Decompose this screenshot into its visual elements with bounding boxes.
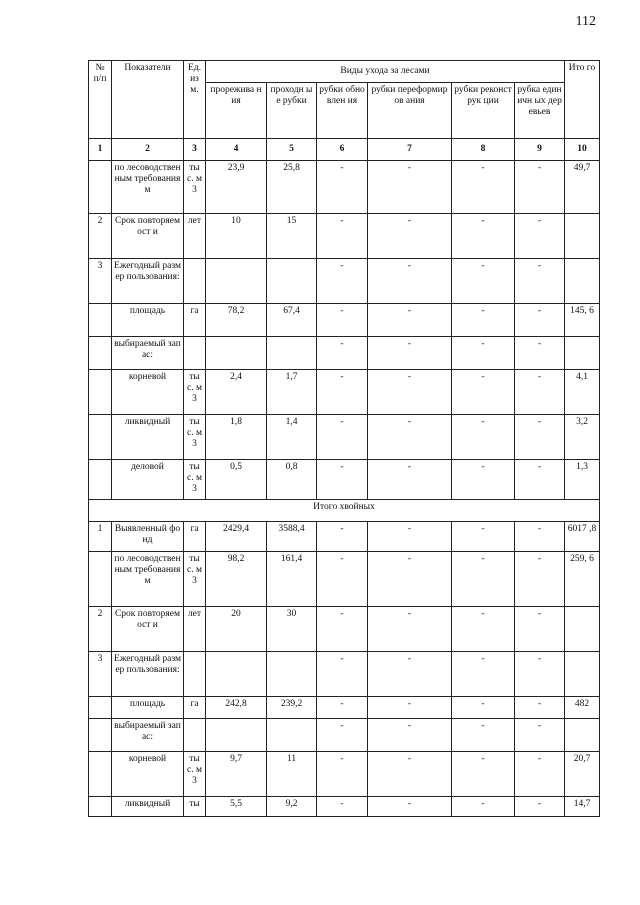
row-value: - bbox=[317, 370, 368, 415]
row-value: 5,5 bbox=[206, 797, 267, 817]
row-unit: ты с. м3 bbox=[184, 370, 206, 415]
table-row bbox=[89, 259, 600, 304]
row-value: 9,2 bbox=[267, 797, 317, 817]
row-value: - bbox=[452, 552, 515, 607]
header-num: № п/п bbox=[89, 61, 112, 139]
row-value: - bbox=[317, 552, 368, 607]
page-number: 112 bbox=[575, 14, 596, 29]
row-value: - bbox=[317, 460, 368, 500]
row-total bbox=[565, 337, 600, 370]
row-value: - bbox=[452, 259, 515, 304]
row-value: - bbox=[515, 522, 565, 552]
column-number: 3 bbox=[184, 139, 206, 161]
column-number: 8 bbox=[452, 139, 515, 161]
row-number bbox=[89, 752, 112, 797]
row-value bbox=[267, 719, 317, 752]
row-value: - bbox=[515, 652, 565, 697]
row-unit bbox=[184, 259, 206, 304]
row-value: - bbox=[452, 522, 515, 552]
row-value: 161,4 bbox=[267, 552, 317, 607]
row-value: - bbox=[368, 652, 452, 697]
table-row bbox=[89, 214, 600, 259]
row-indicator: площадь bbox=[112, 304, 184, 337]
row-total bbox=[565, 259, 600, 304]
row-indicator: Выявленный фонд bbox=[112, 522, 184, 552]
row-value: - bbox=[317, 797, 368, 817]
row-total: 1,3 bbox=[565, 460, 600, 500]
row-value: - bbox=[515, 161, 565, 214]
row-value: - bbox=[452, 370, 515, 415]
row-value: 9,7 bbox=[206, 752, 267, 797]
row-value: - bbox=[368, 304, 452, 337]
row-value: - bbox=[515, 460, 565, 500]
row-value: - bbox=[368, 522, 452, 552]
table-row bbox=[89, 719, 600, 752]
row-total: 482 bbox=[565, 697, 600, 719]
table-row bbox=[89, 552, 600, 607]
row-number bbox=[89, 697, 112, 719]
header-type-reconstruction: рубки реконструк ции bbox=[452, 83, 515, 139]
row-value: - bbox=[317, 719, 368, 752]
row-value: 0,5 bbox=[206, 460, 267, 500]
row-value: 2429,4 bbox=[206, 522, 267, 552]
row-total: 6017 ,8 bbox=[565, 522, 600, 552]
row-value: 2,4 bbox=[206, 370, 267, 415]
table-row bbox=[89, 652, 600, 697]
column-number: 2 bbox=[112, 139, 184, 161]
row-indicator: по лесоводствен ным требованиям bbox=[112, 552, 184, 607]
column-number-row bbox=[89, 139, 600, 161]
header-type-thinning: прорежива ния bbox=[206, 83, 267, 139]
row-value: 1,4 bbox=[267, 415, 317, 460]
row-total bbox=[565, 607, 600, 652]
column-number: 6 bbox=[317, 139, 368, 161]
header-care-types: Виды ухода за лесами bbox=[206, 61, 565, 83]
row-number bbox=[89, 161, 112, 214]
row-value: - bbox=[515, 552, 565, 607]
row-value: - bbox=[515, 719, 565, 752]
row-value: - bbox=[452, 161, 515, 214]
row-value bbox=[267, 259, 317, 304]
row-value: - bbox=[368, 552, 452, 607]
row-value: - bbox=[515, 214, 565, 259]
row-value: - bbox=[452, 652, 515, 697]
row-unit: ты с. м3 bbox=[184, 552, 206, 607]
row-unit: га bbox=[184, 304, 206, 337]
table-row bbox=[89, 415, 600, 460]
row-value: - bbox=[368, 415, 452, 460]
row-value: 3588,4 bbox=[267, 522, 317, 552]
row-value: - bbox=[368, 259, 452, 304]
row-value: - bbox=[368, 337, 452, 370]
row-unit: ты bbox=[184, 797, 206, 817]
table-row bbox=[89, 337, 600, 370]
row-value: 1,8 bbox=[206, 415, 267, 460]
row-value: 98,2 bbox=[206, 552, 267, 607]
row-indicator: Срок повторяемост и bbox=[112, 607, 184, 652]
row-value: - bbox=[452, 304, 515, 337]
row-unit bbox=[184, 652, 206, 697]
row-value: - bbox=[515, 370, 565, 415]
row-indicator: по лесоводствен ным требованиям bbox=[112, 161, 184, 214]
row-unit: га bbox=[184, 522, 206, 552]
row-value: - bbox=[368, 460, 452, 500]
row-total: 145, 6 bbox=[565, 304, 600, 337]
row-number: 1 bbox=[89, 522, 112, 552]
row-unit: га bbox=[184, 697, 206, 719]
row-value: - bbox=[515, 415, 565, 460]
row-value: - bbox=[317, 161, 368, 214]
row-number bbox=[89, 337, 112, 370]
header-total: Ито го bbox=[565, 61, 600, 139]
row-value: - bbox=[452, 415, 515, 460]
row-total bbox=[565, 214, 600, 259]
row-value: - bbox=[368, 697, 452, 719]
row-value: - bbox=[452, 752, 515, 797]
row-value bbox=[267, 652, 317, 697]
row-value: - bbox=[368, 370, 452, 415]
row-value: - bbox=[368, 161, 452, 214]
row-value: 239,2 bbox=[267, 697, 317, 719]
row-unit: лет bbox=[184, 214, 206, 259]
column-number: 4 bbox=[206, 139, 267, 161]
row-value: 78,2 bbox=[206, 304, 267, 337]
column-number: 10 bbox=[565, 139, 600, 161]
row-value: - bbox=[515, 259, 565, 304]
column-number: 7 bbox=[368, 139, 452, 161]
row-value: 0,8 bbox=[267, 460, 317, 500]
row-total: 20,7 bbox=[565, 752, 600, 797]
row-value: - bbox=[452, 797, 515, 817]
row-total: 3,2 bbox=[565, 415, 600, 460]
row-value: - bbox=[515, 752, 565, 797]
row-number bbox=[89, 370, 112, 415]
row-total bbox=[565, 719, 600, 752]
row-value: - bbox=[317, 697, 368, 719]
row-value: - bbox=[452, 460, 515, 500]
row-value: - bbox=[368, 214, 452, 259]
row-unit: ты с. м3 bbox=[184, 460, 206, 500]
column-number: 5 bbox=[267, 139, 317, 161]
row-value: - bbox=[368, 607, 452, 652]
row-value: - bbox=[515, 797, 565, 817]
row-value: - bbox=[452, 607, 515, 652]
row-value: - bbox=[368, 752, 452, 797]
row-value: 30 bbox=[267, 607, 317, 652]
row-value: - bbox=[317, 304, 368, 337]
row-indicator: деловой bbox=[112, 460, 184, 500]
row-value: - bbox=[452, 214, 515, 259]
row-indicator: корневой bbox=[112, 752, 184, 797]
table-row bbox=[89, 460, 600, 500]
row-value: 20 bbox=[206, 607, 267, 652]
header-type-single-trees: рубка единичн ых деревьев bbox=[515, 83, 565, 139]
row-value: - bbox=[515, 304, 565, 337]
row-indicator: ликвидный bbox=[112, 797, 184, 817]
row-indicator: Срок повторяемост и bbox=[112, 214, 184, 259]
row-value: 67,4 bbox=[267, 304, 317, 337]
row-unit bbox=[184, 719, 206, 752]
row-value: - bbox=[452, 719, 515, 752]
table-row bbox=[89, 607, 600, 652]
header-type-reformation: рубки переформиров ания bbox=[368, 83, 452, 139]
row-value: 15 bbox=[267, 214, 317, 259]
row-number: 2 bbox=[89, 214, 112, 259]
row-value: - bbox=[368, 797, 452, 817]
row-unit: лет bbox=[184, 607, 206, 652]
header-unit: Ед. изм. bbox=[184, 61, 206, 139]
column-number: 1 bbox=[89, 139, 112, 161]
row-value: 11 bbox=[267, 752, 317, 797]
row-value: 25,8 bbox=[267, 161, 317, 214]
table-row bbox=[89, 161, 600, 214]
forest-care-table bbox=[88, 60, 600, 817]
row-total: 49,7 bbox=[565, 161, 600, 214]
table-row bbox=[89, 522, 600, 552]
row-total bbox=[565, 652, 600, 697]
row-indicator: Ежегодный размер пользования: bbox=[112, 259, 184, 304]
row-value: - bbox=[317, 337, 368, 370]
row-indicator: выбираемый запас: bbox=[112, 719, 184, 752]
row-indicator: корневой bbox=[112, 370, 184, 415]
row-number bbox=[89, 552, 112, 607]
table-row bbox=[89, 752, 600, 797]
table-row bbox=[89, 797, 600, 817]
section-title: Итого хвойных bbox=[89, 500, 600, 522]
row-value: - bbox=[368, 719, 452, 752]
row-number bbox=[89, 460, 112, 500]
row-value: - bbox=[515, 697, 565, 719]
row-value: 10 bbox=[206, 214, 267, 259]
row-value: - bbox=[452, 697, 515, 719]
row-indicator: выбираемый запас: bbox=[112, 337, 184, 370]
row-value: 1,7 bbox=[267, 370, 317, 415]
row-unit: ты с. м3 bbox=[184, 752, 206, 797]
row-indicator: Ежегодный размер пользования: bbox=[112, 652, 184, 697]
row-value: - bbox=[515, 607, 565, 652]
row-unit: ты с. м3 bbox=[184, 415, 206, 460]
row-value bbox=[267, 337, 317, 370]
header-type-renewal: рубки обновлен ия bbox=[317, 83, 368, 139]
row-value: - bbox=[317, 607, 368, 652]
table-row bbox=[89, 697, 600, 719]
header-indicator: Показатели bbox=[112, 61, 184, 139]
row-number bbox=[89, 797, 112, 817]
row-number: 3 bbox=[89, 652, 112, 697]
row-number: 3 bbox=[89, 259, 112, 304]
row-unit bbox=[184, 337, 206, 370]
row-value bbox=[206, 259, 267, 304]
column-number: 9 bbox=[515, 139, 565, 161]
row-value: - bbox=[452, 337, 515, 370]
table-row bbox=[89, 304, 600, 337]
row-total: 4,1 bbox=[565, 370, 600, 415]
row-number: 2 bbox=[89, 607, 112, 652]
header-type-passage: проходн ые рубки bbox=[267, 83, 317, 139]
row-value bbox=[206, 719, 267, 752]
row-value: - bbox=[317, 652, 368, 697]
section-row bbox=[89, 500, 600, 522]
table-row bbox=[89, 370, 600, 415]
row-value: 23,9 bbox=[206, 161, 267, 214]
row-value: - bbox=[317, 522, 368, 552]
row-value: - bbox=[317, 752, 368, 797]
row-indicator: площадь bbox=[112, 697, 184, 719]
row-number bbox=[89, 304, 112, 337]
row-value: - bbox=[317, 259, 368, 304]
row-total: 14,7 bbox=[565, 797, 600, 817]
row-value: - bbox=[317, 415, 368, 460]
row-value bbox=[206, 652, 267, 697]
row-total: 259, 6 bbox=[565, 552, 600, 607]
row-value: 242,8 bbox=[206, 697, 267, 719]
row-number bbox=[89, 415, 112, 460]
row-value bbox=[206, 337, 267, 370]
row-number bbox=[89, 719, 112, 752]
row-unit: ты с. м3 bbox=[184, 161, 206, 214]
row-indicator: ликвидный bbox=[112, 415, 184, 460]
row-value: - bbox=[317, 214, 368, 259]
row-value: - bbox=[515, 337, 565, 370]
